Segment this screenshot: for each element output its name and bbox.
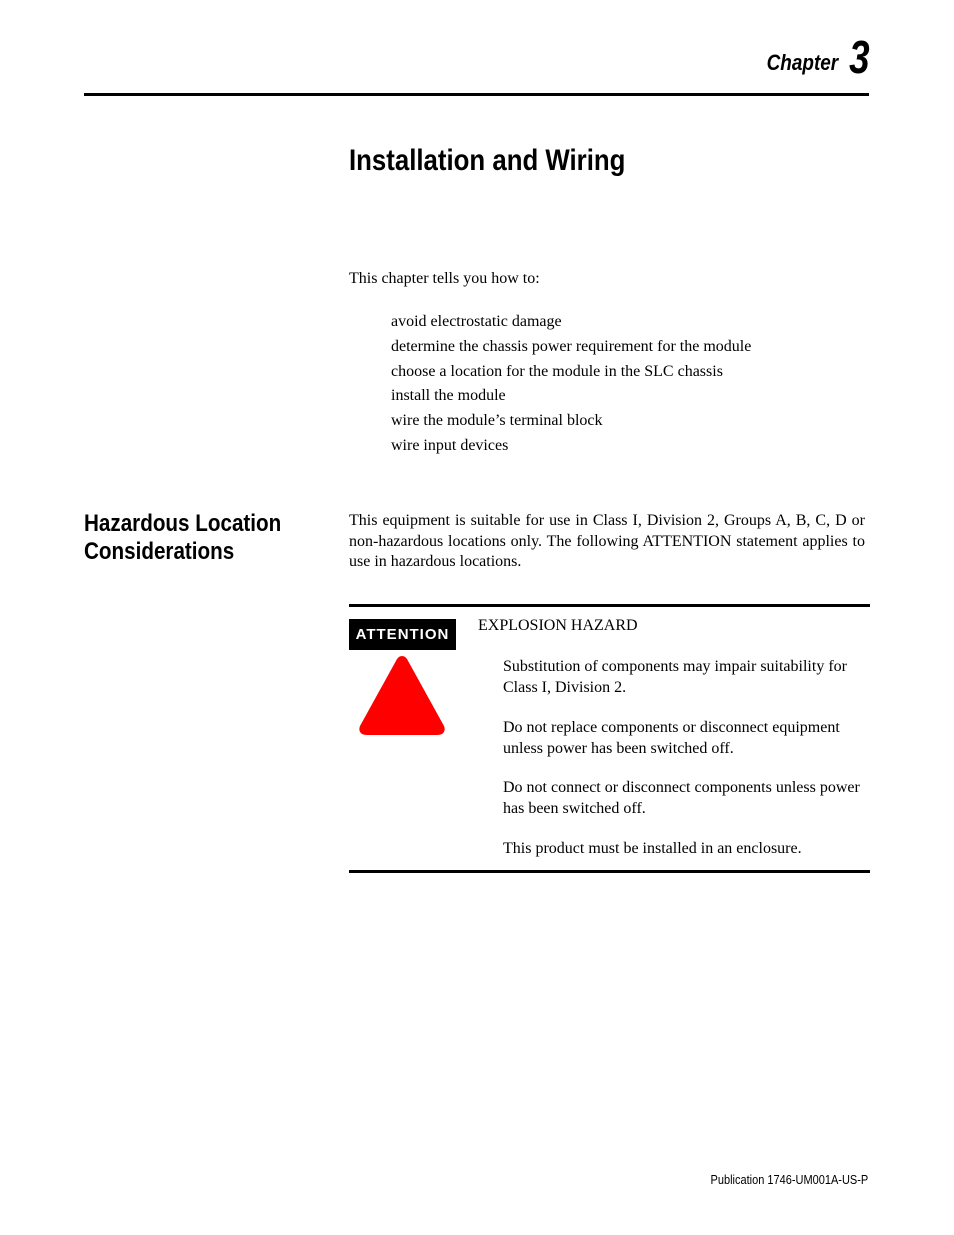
hazard-title: EXPLOSION HAZARD [478, 617, 638, 634]
section-paragraph: This equipment is suitable for use in Class I, Division 2, Groups A, B, C, D or non-hazardous locations only. The following ATTENTION statement applies to use in hazardous locations. [349, 512, 865, 570]
hazard-item: Substitution of components may impair suitability for Class I, Division 2. [503, 658, 847, 696]
hazard-item: This product must be installed in an enclosure. [503, 840, 802, 857]
intro-text: This chapter tells you how to: [349, 270, 540, 287]
list-item: wire the module’s terminal block [391, 412, 603, 430]
chapter-number: 3 [849, 31, 870, 83]
hazard-item: Do not replace components or disconnect equipment unless power has been switched off. [503, 719, 840, 757]
page-title: Installation and Wiring [349, 144, 626, 177]
list-item: determine the chassis power requirement for the module [391, 337, 752, 355]
attention-bottom-rule [349, 870, 870, 873]
warning-triangle-icon [358, 654, 446, 736]
attention-badge: ATTENTION [349, 619, 456, 650]
chapter-label: Chapter [766, 50, 838, 75]
list-item: wire input devices [391, 436, 509, 454]
publication-footer: Publication 1746-UM001A-US-P [710, 1173, 868, 1187]
chapter-divider [84, 93, 869, 96]
list-item: install the module [391, 387, 506, 405]
hazard-item: Do not connect or disconnect components unless power has been switched off. [503, 779, 860, 817]
list-item: choose a location for the module in the SLC chassis [391, 362, 723, 380]
list-item: avoid electrostatic damage [391, 313, 562, 330]
task-list [391, 310, 751, 459]
section-heading: Hazardous Location Considerations [84, 510, 282, 565]
attention-top-rule [349, 604, 870, 607]
